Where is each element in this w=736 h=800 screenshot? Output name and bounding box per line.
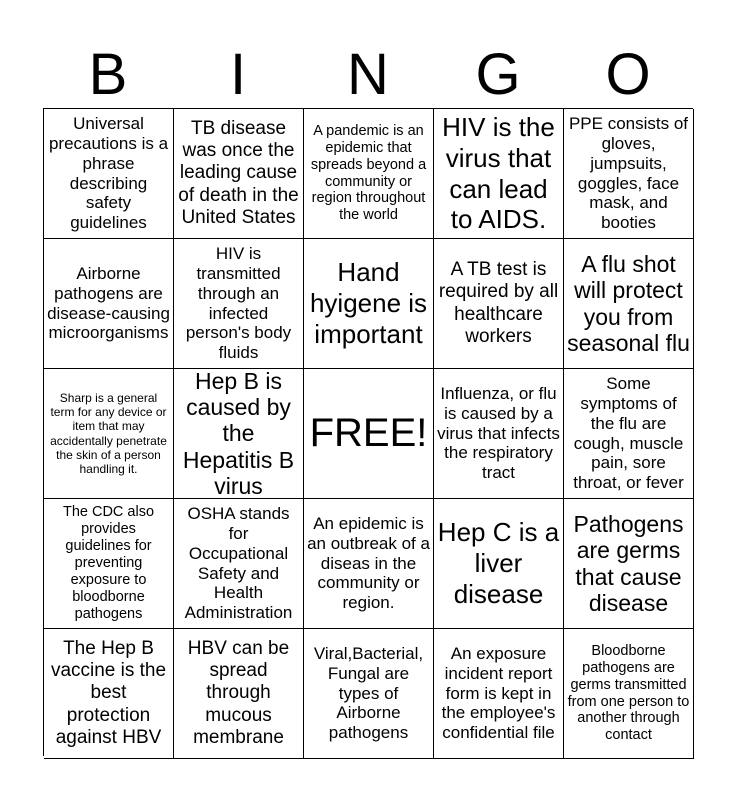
header-letter-n: N <box>347 42 389 107</box>
bingo-cell[interactable]: The CDC also provides guidelines for preventing exposure to bloodborne pathogens <box>44 499 174 629</box>
bingo-cell[interactable]: Hep C is a liver disease <box>434 499 564 629</box>
free-space-cell[interactable]: FREE! <box>304 369 434 499</box>
bingo-cell[interactable]: Universal precautions is a phrase describing safety guidelines <box>44 109 174 239</box>
bingo-header <box>43 42 693 108</box>
header-letter-g: G <box>475 42 521 107</box>
bingo-cell[interactable]: Pathogens are germs that cause disease <box>564 499 694 629</box>
bingo-cell[interactable]: HBV can be spread through mucous membrane <box>174 629 304 759</box>
bingo-cell[interactable]: PPE consists of gloves, jumpsuits, goggles, face mask, and booties <box>564 109 694 239</box>
bingo-cell[interactable]: HIV is transmitted through an infected person's body fluids <box>174 239 304 369</box>
bingo-cell[interactable]: Hep B is caused by the Hepatitis B virus <box>174 369 304 499</box>
bingo-cell[interactable]: A flu shot will protect you from seasonal flu <box>564 239 694 369</box>
bingo-cell[interactable]: HIV is the virus that can lead to AIDS. <box>434 109 564 239</box>
header-letter-b: B <box>88 42 128 107</box>
bingo-cell[interactable]: An epidemic is an outbreak of a diseas in the community or region. <box>304 499 434 629</box>
bingo-cell[interactable]: Viral,Bacterial, Fungal are types of Airborne pathogens <box>304 629 434 759</box>
bingo-cell[interactable]: An exposure incident report form is kept in the employee's confidential file <box>434 629 564 759</box>
bingo-cell[interactable]: Sharp is a general term for any device or item that may accidentally penetrate the skin of a person handling it. <box>44 369 174 499</box>
bingo-cell[interactable]: TB disease was once the leading cause of death in the United States <box>174 109 304 239</box>
header-letter-i: I <box>229 42 247 107</box>
bingo-card-grid <box>43 108 693 756</box>
bingo-cell[interactable]: The Hep B vaccine is the best protection against HBV <box>44 629 174 759</box>
bingo-cell[interactable]: Bloodborne pathogens are germs transmitted from one person to another through contact <box>564 629 694 759</box>
bingo-cell[interactable]: A TB test is required by all healthcare workers <box>434 239 564 369</box>
bingo-cell[interactable]: Influenza, or flu is caused by a virus that infects the respiratory tract <box>434 369 564 499</box>
bingo-cell[interactable]: Airborne pathogens are disease-causing microorganisms <box>44 239 174 369</box>
header-letter-o: O <box>605 42 651 107</box>
bingo-cell[interactable]: Hand hyigene is important <box>304 239 434 369</box>
bingo-cell[interactable]: OSHA stands for Occupational Safety and Health Administration <box>174 499 304 629</box>
bingo-cell[interactable]: A pandemic is an epidemic that spreads beyond a community or region throughout the world <box>304 109 434 239</box>
bingo-cell[interactable]: Some symptoms of the flu are cough, muscle pain, sore throat, or fever <box>564 369 694 499</box>
